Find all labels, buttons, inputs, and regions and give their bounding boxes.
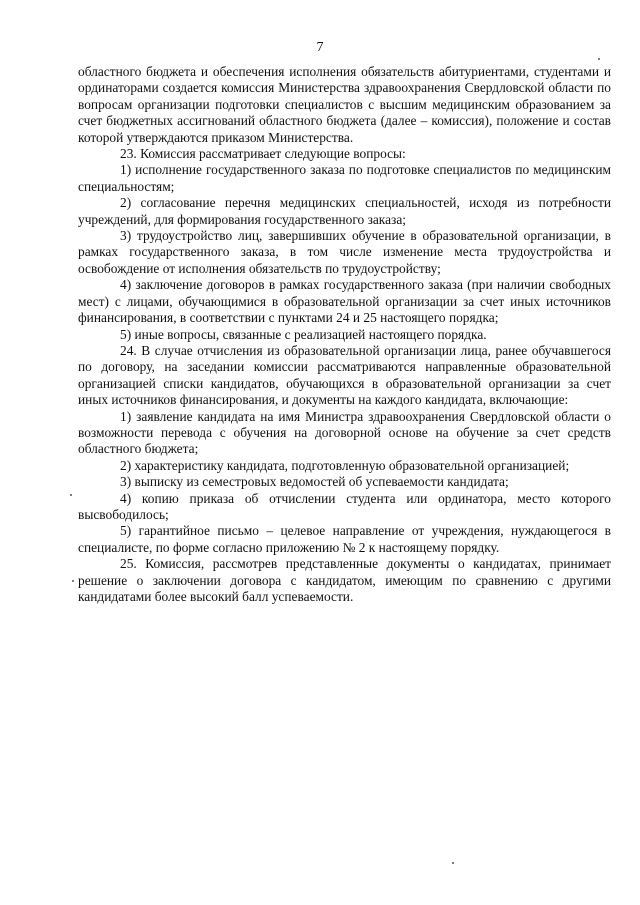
scan-speck: [452, 862, 454, 864]
paragraph-23-item-2: 2) согласование перечня медицинских специальностей, исходя из потребности учреждений, для формирования государственного заказа;: [78, 195, 611, 227]
paragraph-23-item-5: 5) иные вопросы, связанные с реализацией настоящего порядка.: [120, 326, 487, 342]
paragraph-23-item-1: 1) исполнение государственного заказа по подготовке специалистов по медицинским специальностям;: [78, 162, 611, 194]
paragraph-23-item-3: 3) трудоустройство лиц, завершивших обучение в образовательной организации, в рамках государственного заказа, в том числе изменение места трудоустройства и освобождение от исполнения обязательств по трудоустройству;: [78, 228, 611, 276]
paragraph-24-item-1: 1) заявление кандидата на имя Министра здравоохранения Свердловской области о возможности перевода с обучения на договорной основе на обучение за счет средств областного бюджета;: [78, 408, 611, 457]
paragraph-25: 25. Комиссия, рассмотрев представленные документы о кандидатах, принимает решение о заключении договора с кандидатом, имеющим по сравнению с другими кандидатами более высокий балл успеваемости.: [78, 556, 611, 604]
paragraph-24-item-4: 4) копию приказа об отчислении студента или ординатора, место которого высвободилось;: [78, 490, 611, 522]
page-number: 7: [316, 40, 324, 55]
paragraph-24-item-2: 2) характеристику кандидата, подготовленную образовательной организацией;: [120, 457, 570, 473]
paragraph-24-item-3: 3) выписку из семестровых ведомостей об успеваемости кандидата;: [120, 474, 509, 490]
document-body: [78, 64, 611, 605]
paragraph-intro: областного бюджета и обеспечения исполнения обязательств абитуриентами, студентами и ординаторами создается комиссия Министерства здравоохранения Свердловской области по вопросам организации подготовки специалистов с высшим медицинским образованием за счет бюджетных ассигнований областного бюджета (далее – комиссия), положение и состав которой утверждаются приказом Министерства.: [78, 64, 611, 145]
scan-speck: [72, 580, 74, 582]
scan-speck: [598, 58, 600, 60]
paragraph-24-item-5: 5) гарантийное письмо – целевое направление от учреждения, нуждающегося в специалисте, по форме согласно приложению № 2 к настоящему порядку.: [78, 523, 611, 555]
paragraph-23: 23. Комиссия рассматривает следующие вопросы:: [120, 146, 406, 162]
scan-speck: [70, 494, 72, 496]
paragraph-24: 24. В случае отчисления из образовательной организации лица, ранее обучавшегося по договору, на заседании комиссии рассматриваются направленные образовательной организацией списки кандидатов, обучающихся в образовательной организации за счет иных источников финансирования, и документы на каждого кандидата, включающие:: [78, 342, 611, 408]
paragraph-23-item-4: 4) заключение договоров в рамках государственного заказа (при наличии свободных мест) с лицами, обучающимися в образовательной организации за счет иных источников финансирования, в соответствии с пунктами 24 и 25 настоящего порядка;: [78, 277, 611, 326]
